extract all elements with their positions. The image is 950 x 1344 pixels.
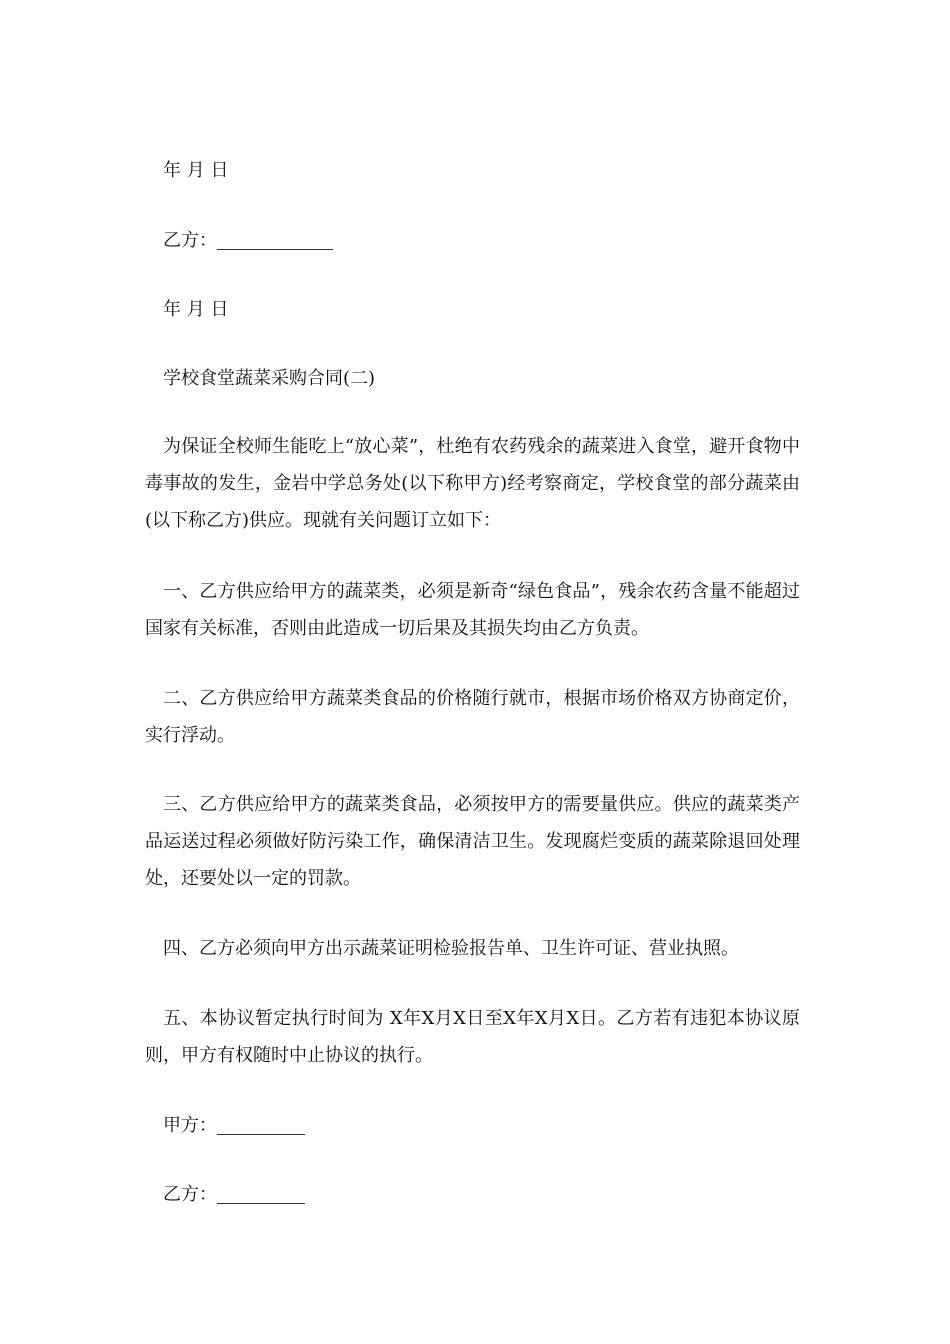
party-b-label: 乙方： <box>163 1184 217 1205</box>
party-b-signature-bottom <box>145 1176 823 1213</box>
intro-paragraph: 为保证全校师生能吃上“放心菜”，杜绝有农药残余的蔬菜进入食堂，避开食物中毒事故的发生，金岩中学总务处(以下称甲方)经考察商定，学校食堂的部分蔬菜由 (以下称乙方)供应。现就有关问题订立如下： <box>145 436 800 531</box>
clause-5: 五、本协议暂定执行时间为 X年X月X日至X年X月X日。乙方若有违犯本协议原则，甲方有权随时中止协议的执行。 <box>145 1008 800 1066</box>
clause-2: 二、乙方供应给甲方蔬菜类食品的价格随行就市，根据市场价格双方协商定价，实行浮动。 <box>145 688 800 746</box>
date-text: 年 月 日 <box>163 160 229 181</box>
signature-blank <box>217 229 333 250</box>
signature-blank <box>217 1114 305 1135</box>
clause-4: 四、乙方必须向甲方出示蔬菜证明检验报告单、卫生许可证、营业执照。 <box>163 938 739 959</box>
signature-blank <box>217 1183 305 1204</box>
section-title <box>145 360 823 397</box>
date-line-second <box>145 291 823 328</box>
party-a-signature <box>145 1107 823 1144</box>
party-b-signature-top <box>145 222 823 259</box>
clause-3: 三、乙方供应给甲方的蔬菜类食品，必须按甲方的需要量供应。供应的蔬菜类产品运送过程必须做好防污染工作，确保清洁卫生。发现腐烂变质的蔬菜除退回处理处，还要处以一定的罚款。 <box>145 794 800 889</box>
date-line-top <box>145 152 823 189</box>
party-a-label: 甲方： <box>163 1115 217 1136</box>
party-b-label: 乙方： <box>163 230 217 251</box>
clause-1: 一、乙方供应给甲方的蔬菜类，必须是新奇“绿色食品”，残余农药含量不能超过国家有关标准，否则由此造成一切后果及其损失均由乙方负责。 <box>145 581 800 639</box>
section-title-text: 学校食堂蔬菜采购合同(二) <box>163 368 376 389</box>
date-text: 年 月 日 <box>163 299 229 320</box>
